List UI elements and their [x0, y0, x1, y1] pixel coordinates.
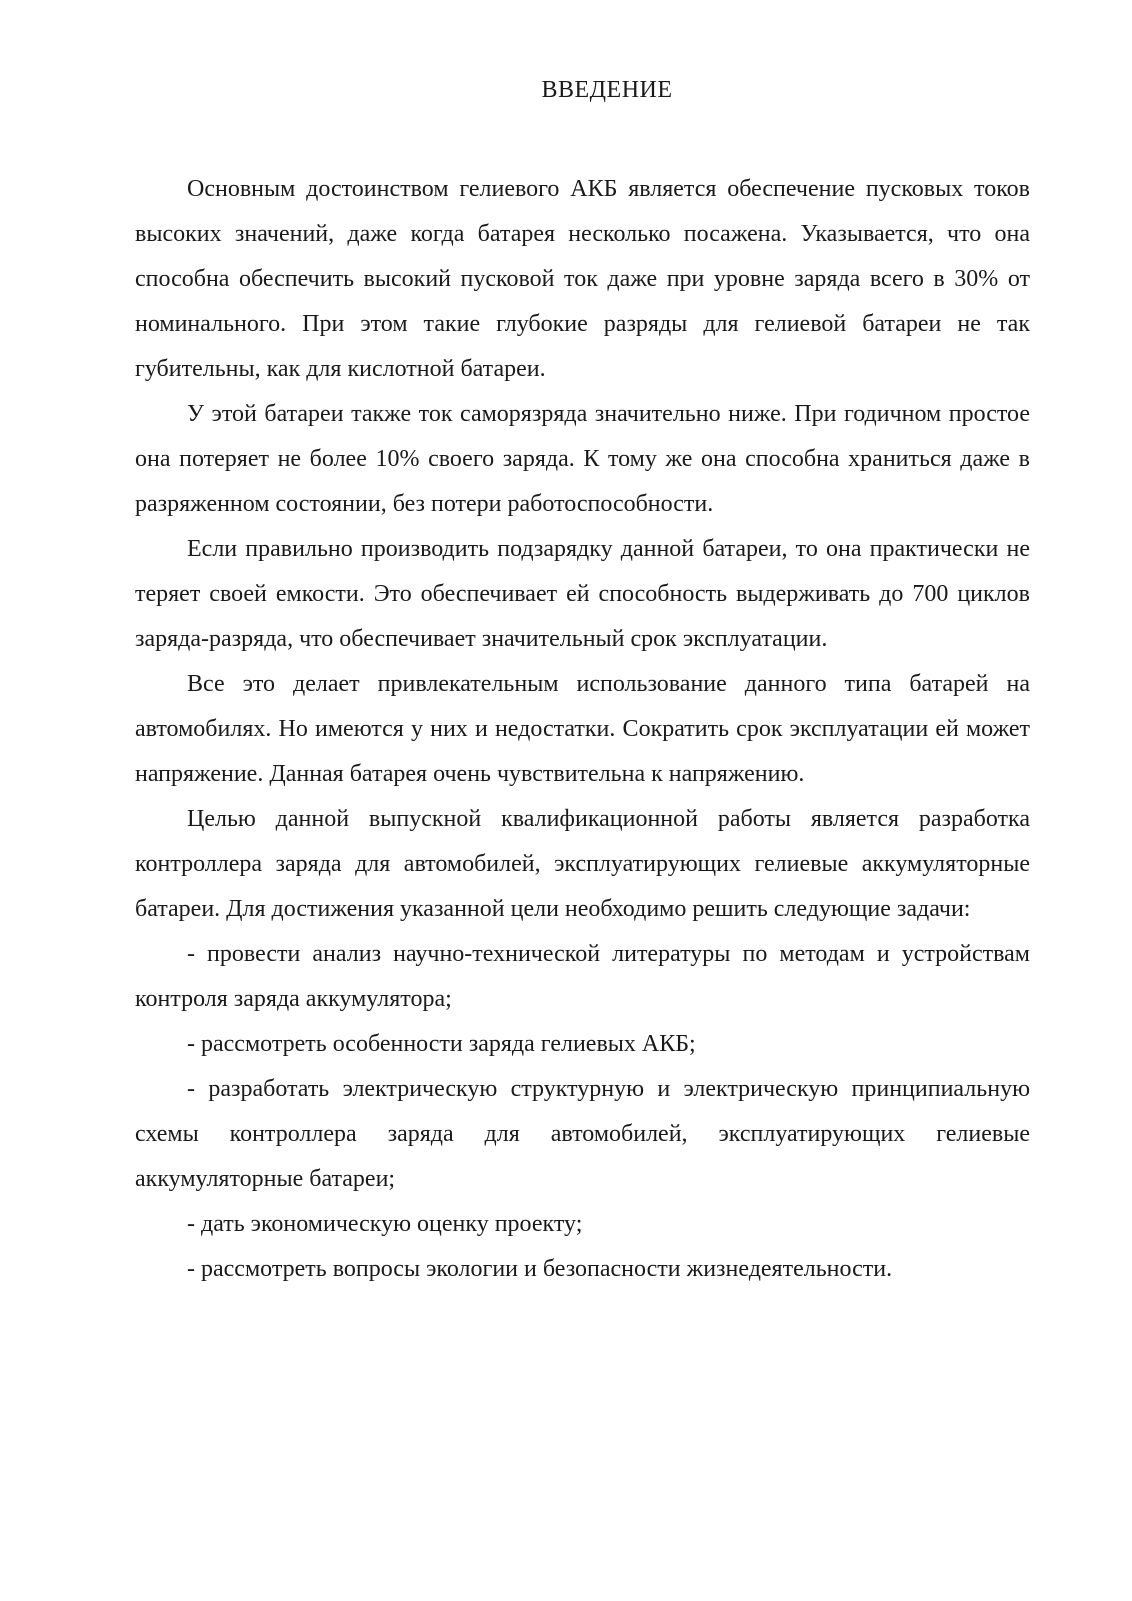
paragraph-charging-cycles: Если правильно производить подзарядку данной батареи, то она практически не теряет своей емкости. Это обеспечивает ей способность выдерживать до 700 циклов заряда-разряда, что обеспечивает значительный срок эксплуатации. [135, 536, 1030, 652]
document-body [135, 167, 1030, 1292]
paragraph-advantages: Основным достоинством гелиевого АКБ является обеспечение пусковых токов высоких значений, даже когда батарея несколько посажена. Указывается, что она способна обеспечить высокий пусковой ток даже при уровне заряда всего в 30% от номинального. При этом такие глубокие разряды для гелиевой батареи не так губительны, как для кислотной батареи. [135, 176, 1030, 382]
task-item-economic-assessment: - дать экономическую оценку проекту; [187, 1211, 583, 1237]
task-item-literature-analysis: - провести анализ научно-технической литературы по методам и устройствам контроля заряда аккумулятора; [135, 941, 1030, 1012]
paragraph-self-discharge: У этой батареи также ток саморязряда значительно ниже. При годичном простое она потеряет не более 10% своего заряда. К тому же она способна храниться даже в разряженном состоянии, без потери работоспособности. [135, 401, 1030, 517]
task-item-circuit-design: - разработать электрическую структурную и электрическую принципиальную схемы контроллера заряда для автомобилей, эксплуатирующих гелиевые аккумуляторные батареи; [135, 1076, 1030, 1192]
task-item-ecology-safety: - рассмотреть вопросы экологии и безопасности жизнедеятельности. [187, 1256, 893, 1282]
document-heading: ВВЕДЕНИЕ [541, 77, 673, 103]
paragraph-drawbacks: Все это делает привлекательным использование данного типа батарей на автомобилях. Но имеются у них и недостатки. Сократить срок эксплуатации ей может напряжение. Данная батарея очень чувствительна к напряжению. [135, 671, 1030, 787]
task-item-charge-features: - рассмотреть особенности заряда гелиевых АКБ; [187, 1031, 696, 1057]
paragraph-goal: Целью данной выпускной квалификационной работы является разработка контроллера заряда для автомобилей, эксплуатирующих гелиевые аккумуляторные батареи. Для достижения указанной цели необходимо решить следующие задачи: [135, 806, 1030, 922]
